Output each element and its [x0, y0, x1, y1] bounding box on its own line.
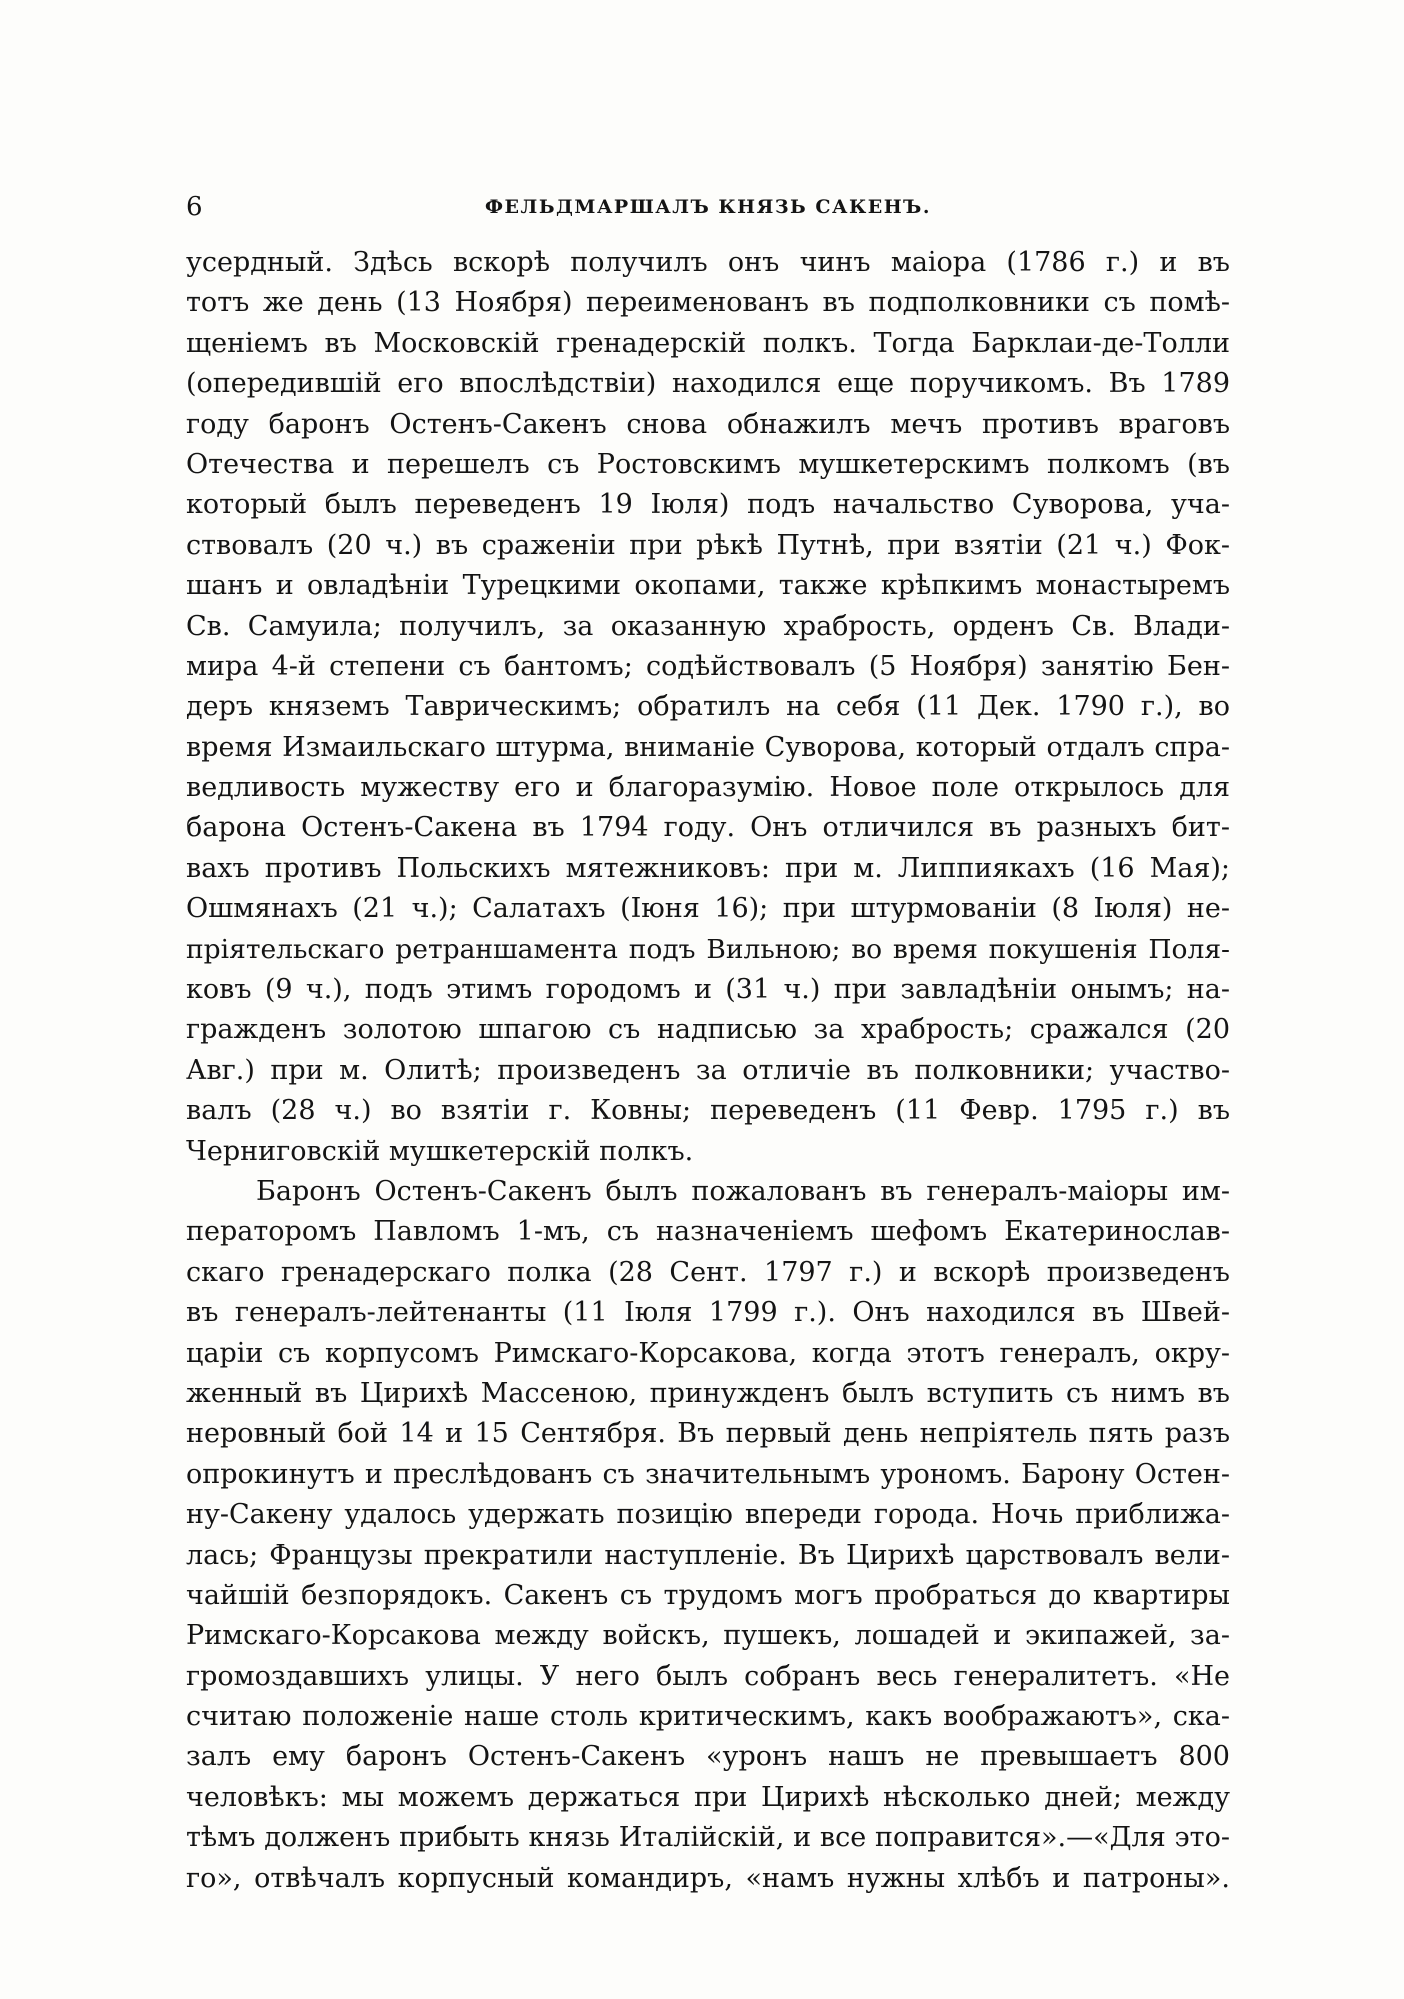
text-line: Ошмянахъ (21 ч.); Салатахъ (Іюня 16); при штурмованіи (8 Іюля) не- [186, 893, 1230, 925]
text-line: пріятельскаго ретраншамента подъ Вильною; во время покушенія Поля- [186, 933, 1230, 965]
text-line: году баронъ Остенъ-Сакенъ снова обнажилъ мечъ противъ враговъ [186, 408, 1230, 440]
text-line: (опередившій его впослѣдствіи) находился еще поручикомъ. Въ 1789 [186, 368, 1230, 400]
text-line: деръ княземъ Таврическимъ; обратилъ на себя (11 Дек. 1790 г.), во [186, 691, 1230, 723]
paragraph-1 [186, 243, 1230, 1172]
text-line: щеніемъ въ Московскій гренадерскій полкъ. Тогда Барклаи-де-Толли [186, 327, 1230, 359]
running-title: ФЕЛЬДМАРШАЛЪ КНЯЗЬ САКЕНЪ. [485, 196, 931, 218]
text-line: человѣкъ: мы можемъ держаться при Цирихѣ нѣсколько дней; между [186, 1781, 1230, 1813]
text-line: женный въ Цирихѣ Массеною, принужденъ былъ вступить съ нимъ въ [186, 1377, 1230, 1409]
page-number: 6 [186, 192, 203, 222]
text-line: барона Остенъ-Сакена въ 1794 году. Онъ отличился въ разныхъ бит- [186, 812, 1230, 844]
text-line: неровный бой 14 и 15 Сентября. Въ первый день непріятель пять разъ [186, 1418, 1230, 1450]
text-line: шанъ и овладѣніи Турецкими окопами, также крѣпкимъ монастыремъ [186, 570, 1230, 602]
text-line: Баронъ Остенъ-Сакенъ былъ пожалованъ въ генералъ-маіоры им- [256, 1175, 1230, 1207]
text-line: въ генералъ-лейтенанты (11 Іюля 1799 г.). Онъ находился въ Швей- [186, 1297, 1230, 1329]
text-line: опрокинутъ и преслѣдованъ съ значительнымъ урономъ. Барону Остен- [186, 1458, 1230, 1490]
text-line: ператоромъ Павломъ 1-мъ, съ назначеніемъ шефомъ Екатеринослав- [186, 1216, 1230, 1248]
text-line: скаго гренадерскаго полка (28 Сент. 1797 г.) и вскорѣ произведенъ [186, 1256, 1230, 1288]
text-line: валъ (28 ч.) во взятіи г. Ковны; переведенъ (11 Февр. 1795 г.) въ [186, 1095, 1230, 1127]
text-line: который былъ переведенъ 19 Іюля) подъ начальство Суворова, уча- [186, 489, 1230, 521]
text-line: считаю положеніе наше столь критическимъ, какъ воображаютъ», ска- [186, 1701, 1230, 1733]
text-line: тѣмъ долженъ прибыть князь Италійскій, и все поправится».—«Для это- [186, 1822, 1230, 1854]
page-body [186, 243, 1230, 1899]
text-line: гражденъ золотою шпагою съ надписью за храбрость; сражался (20 [186, 1014, 1230, 1046]
text-line: Авг.) при м. Олитѣ; произведенъ за отличіе въ полковники; участво- [186, 1054, 1230, 1086]
text-line: чайшій безпорядокъ. Сакенъ съ трудомъ могъ пробраться до квартиры [186, 1579, 1230, 1611]
text-line: время Измаильскаго штурма, вниманіе Суворова, который отдалъ спра- [186, 731, 1230, 763]
text-line: ведливость мужеству его и благоразумію. Новое поле открылось для [186, 772, 1230, 804]
text-line: царіи съ корпусомъ Римскаго-Корсакова, когда этотъ генералъ, окру- [186, 1337, 1230, 1369]
text-line: Черниговскій мушкетерскій полкъ. [186, 1135, 694, 1167]
text-line: Отечества и перешелъ съ Ростовскимъ мушкетерскимъ полкомъ (въ [186, 448, 1230, 480]
text-line: мира 4-й степени съ бантомъ; содѣйствовалъ (5 Ноября) занятію Бен- [186, 650, 1230, 682]
text-line: усердный. Здѣсь вскорѣ получилъ онъ чинъ маіора (1786 г.) и въ [186, 247, 1230, 278]
text-line: тотъ же день (13 Ноября) переименованъ въ подполковники съ помѣ- [186, 287, 1230, 319]
text-line: вахъ противъ Польскихъ мятежниковъ: при м. Липпиякахъ (16 Мая); [186, 852, 1230, 884]
text-line: го», отвѣчалъ корпусный командиръ, «намъ нужны хлѣбъ и патроны». [186, 1862, 1230, 1894]
text-line: Римскаго-Корсакова между войскъ, пушекъ, лошадей и экипажей, за- [186, 1620, 1230, 1652]
text-line: залъ ему баронъ Остенъ-Сакенъ «уронъ нашъ не превышаетъ 800 [186, 1741, 1230, 1773]
text-line: ну-Сакену удалось удержать позицію впереди города. Ночь приближа- [186, 1499, 1230, 1531]
text-line: ствовалъ (20 ч.) въ сраженіи при рѣкѣ Путнѣ, при взятіи (21 ч.) Фок- [186, 529, 1230, 561]
text-line: лась; Французы прекратили наступленіе. Въ Цирихѣ царствовалъ вели- [186, 1539, 1230, 1571]
text-line: громоздавшихъ улицы. У него былъ собранъ весь генералитетъ. «Не [186, 1660, 1230, 1692]
text-line: ковъ (9 ч.), подъ этимъ городомъ и (31 ч.) при завладѣніи онымъ; на- [186, 974, 1230, 1006]
text-line: Св. Самуила; получилъ, за оказанную храбрость, орденъ Св. Влади- [186, 610, 1230, 642]
page-header [186, 190, 1230, 224]
paragraph-2 [186, 1172, 1230, 1899]
